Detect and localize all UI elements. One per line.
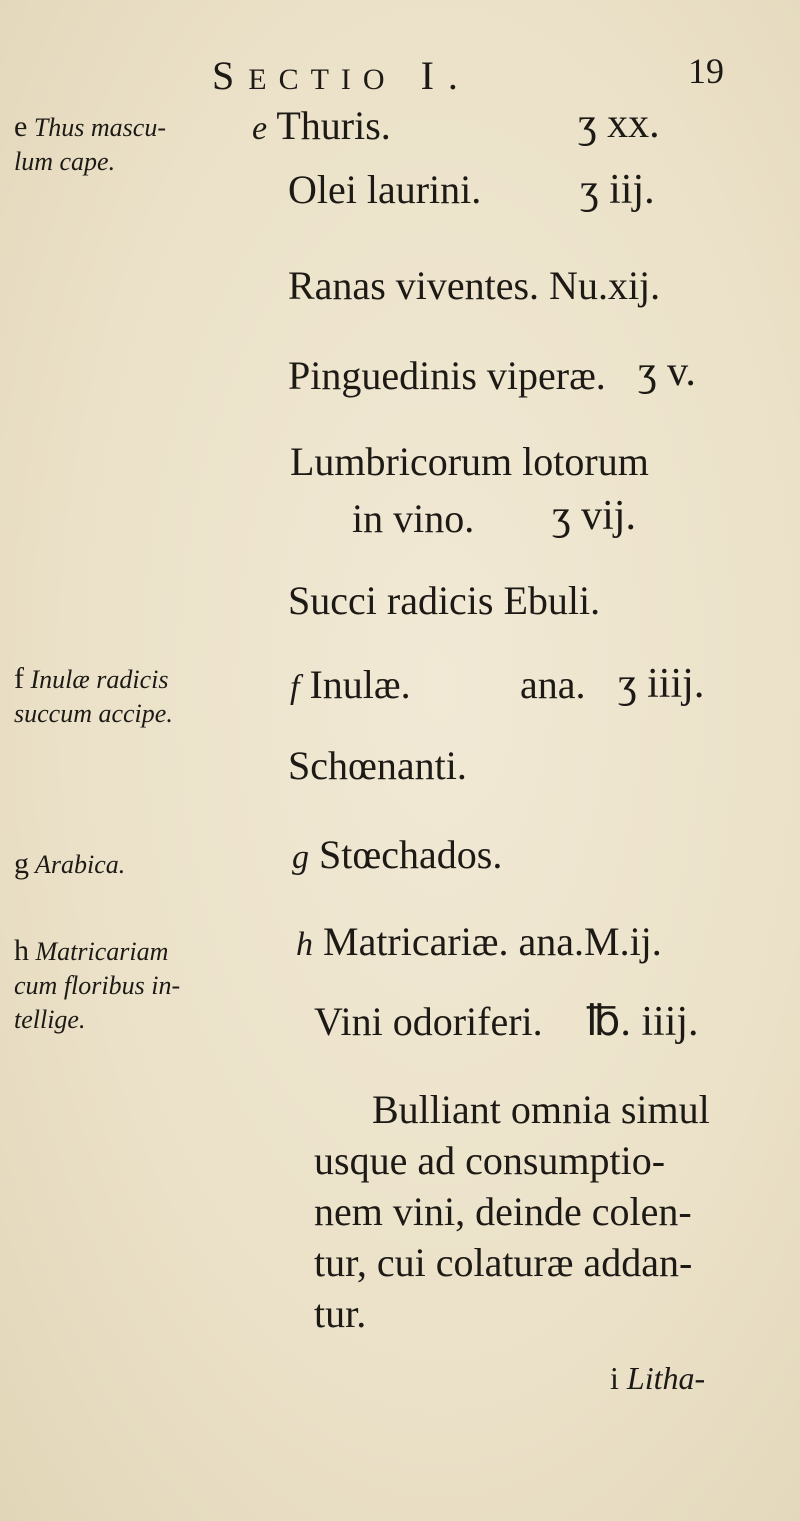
margin-note-letter: g — [14, 847, 29, 880]
recipe-ingredient: Olei laurini. — [288, 167, 482, 212]
paragraph-line: usque ad consumptio- — [314, 1138, 666, 1183]
recipe-ingredient: Inulæ. — [309, 662, 411, 707]
recipe-ingredient: Lumbricorum lotorum — [290, 439, 649, 484]
page-number: 19 — [688, 51, 724, 91]
margin-note-letter: h — [14, 934, 29, 967]
recipe-marker: g — [292, 839, 309, 876]
paragraph-line: nem vini, deinde colen- — [314, 1189, 692, 1234]
margin-note-text: cum floribus in- — [14, 971, 181, 1000]
header-title-rest: ECTIO — [248, 63, 397, 96]
catchword-text: Litha- — [626, 1360, 706, 1396]
paragraph-line: tur. — [314, 1291, 367, 1336]
recipe-line — [290, 661, 411, 708]
recipe-ana: ana. — [520, 662, 586, 707]
margin-note-g — [14, 847, 125, 882]
margin-note-letter: f — [14, 662, 24, 695]
recipe-ingredient: Thuris. — [276, 103, 391, 148]
margin-note-text: Matricariam — [35, 937, 169, 966]
recipe-ingredient: Succi radicis Ebuli. — [288, 578, 601, 623]
recipe-ingredient: in vino. — [352, 496, 475, 541]
recipe-dose: ʒ vij. — [552, 493, 636, 539]
margin-note-text: tellige. — [14, 1005, 86, 1034]
recipe-ingredient: Vini odoriferi. — [314, 999, 543, 1044]
recipe-marker: f — [290, 669, 300, 706]
margin-note-text: Inulæ radicis — [30, 665, 169, 694]
margin-note-text: succum accipe. — [14, 699, 173, 728]
recipe-dose: ʒ v. — [638, 349, 696, 395]
paragraph-line: Bulliant omnia simul — [372, 1087, 710, 1132]
recipe-dose: ʒ iiij. — [618, 661, 705, 707]
header-title-initial: S — [212, 53, 249, 98]
margin-note-e — [14, 110, 166, 179]
header-section-number: I. — [420, 53, 472, 98]
recipe-ingredient: Stœchados. — [319, 832, 503, 877]
recipe-marker: h — [296, 926, 313, 963]
paragraph-line: tur, cui colaturæ addan- — [314, 1240, 693, 1285]
catchword-letter: i — [610, 1360, 619, 1396]
catchword — [610, 1360, 705, 1397]
recipe-dose: ℔. iiij. — [586, 999, 699, 1045]
recipe-marker: e — [252, 110, 268, 147]
recipe-ingredient: Ranas viventes. Nu.xij. — [288, 263, 661, 308]
recipe-line — [296, 918, 662, 965]
margin-note-text: lum cape. — [14, 147, 116, 176]
margin-note-text: Thus mascu- — [33, 113, 166, 142]
recipe-ingredient: Matricariæ. ana.M.ij. — [323, 919, 662, 964]
recipe-line — [292, 831, 502, 878]
recipe-dose: ʒ iij. — [580, 167, 655, 213]
recipe-line — [252, 102, 391, 149]
recipe-ingredient: Pinguedinis viperæ. — [288, 353, 606, 398]
margin-note-text: Arabica. — [35, 850, 126, 879]
recipe-dose: ʒ xx. — [578, 101, 660, 147]
recipe-ingredient: Schœnanti. — [288, 743, 467, 788]
margin-note-letter: e — [14, 110, 28, 143]
margin-note-f — [14, 662, 173, 731]
margin-note-h — [14, 934, 180, 1037]
running-header — [212, 52, 472, 99]
